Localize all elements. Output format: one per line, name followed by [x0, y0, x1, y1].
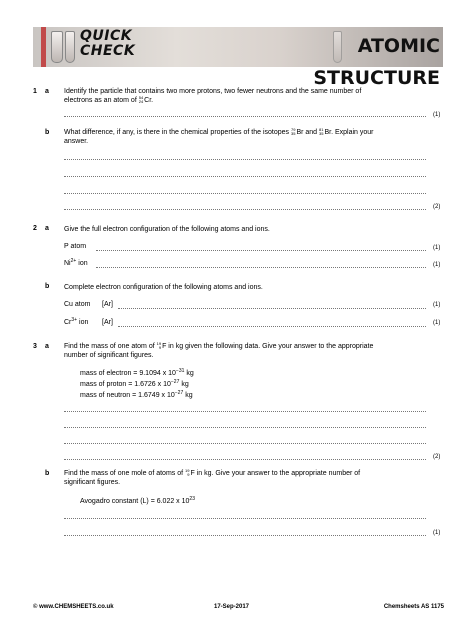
part-letter: b: [45, 283, 50, 290]
footer-reference: Chemsheets AS 1175: [383, 604, 444, 610]
cr-core-label: [Ar]: [102, 319, 113, 326]
text-line: What difference, if any, is there in the chemical properties of the isotopes 79 35 Br and 81 35 Br. Explain your: [64, 127, 374, 136]
logo-line2: CHECK: [80, 43, 136, 59]
flask-image: [51, 31, 63, 63]
answer-line[interactable]: [64, 518, 426, 519]
text-line: Find the mass of one mole of atoms of 19 9 F in kg. Give your answer to the appropriate number of: [64, 468, 361, 477]
text-line: number of significant figures.: [64, 352, 154, 359]
answer-line[interactable]: [96, 267, 426, 268]
part-letter: a: [45, 343, 49, 350]
answer-line[interactable]: [64, 411, 426, 412]
footer-date: 17-Sep-2017: [214, 604, 250, 610]
part-letter: b: [45, 129, 50, 136]
text-line: significant figures.: [64, 479, 121, 486]
marks-label: (1): [433, 302, 441, 308]
test-tube-image: [41, 27, 46, 67]
proton-mass: mass of proton = 1.6726 x $10^{-27}$ kg: [80, 379, 189, 388]
marks-label: (2): [433, 204, 441, 210]
question-1b-text: [64, 128, 429, 146]
p-atom-label: P atom: [64, 243, 87, 250]
answer-line[interactable]: [64, 459, 426, 460]
neutron-mass: mass of neutron = 1.6749 x $10^{-27}$ kg: [80, 390, 193, 399]
marks-label: (1): [433, 530, 441, 536]
page-title: ATOMIC STRUCTURE: [313, 35, 440, 89]
marks-label: (1): [433, 112, 441, 118]
answer-line[interactable]: [64, 209, 426, 210]
question-number: 1: [33, 88, 37, 95]
text-line: answer.: [64, 138, 89, 145]
marks-label: (1): [433, 262, 441, 268]
marks-label: (1): [433, 320, 441, 326]
answer-line[interactable]: [64, 193, 426, 194]
cu-core-label: [Ar]: [102, 301, 113, 308]
footer-website: © www.CHEMSHEETS.co.uk: [33, 604, 114, 610]
marks-label: (2): [433, 454, 441, 460]
cu-atom-label: Cu atom: [64, 301, 91, 308]
logo-line1: QUICK: [80, 28, 133, 44]
question-1a-text: [64, 87, 429, 105]
text-line: Find the mass of one atom of 19 9 F in kg given the following data. Give your answer to the appropriate: [64, 341, 374, 350]
answer-line[interactable]: [118, 308, 426, 309]
answer-line[interactable]: [96, 250, 426, 251]
isotope-notation: 79 35: [290, 127, 296, 136]
isotope-notation: 19 9: [156, 341, 162, 350]
flask-image: [65, 31, 75, 63]
avogadro-constant: Avogadro constant (L) = 6.022 x $10^{23}$: [80, 496, 195, 505]
answer-line[interactable]: [64, 535, 426, 536]
isotope-notation: 81 35: [319, 127, 324, 136]
part-letter: a: [45, 88, 49, 95]
question-number: 3: [33, 343, 37, 350]
answer-line[interactable]: [118, 326, 426, 327]
answer-line[interactable]: [64, 443, 426, 444]
question-2a-text: Give the full electron configuration of the following atoms and ions.: [64, 226, 270, 233]
isotope-notation: 19 9: [185, 468, 190, 477]
answer-line[interactable]: [64, 176, 426, 177]
answer-line[interactable]: [64, 116, 426, 117]
answer-line[interactable]: [64, 159, 426, 160]
marks-label: (1): [433, 245, 441, 251]
isotope-notation: 54 24: [138, 95, 144, 104]
electron-mass: mass of electron = 9.1094 x $10^{-31}$ kg: [80, 368, 194, 377]
ni-ion-label: $Ni^{2+}$ ion: [64, 258, 88, 267]
question-number: 2: [33, 225, 37, 232]
question-3a-text: [64, 342, 429, 360]
answer-line[interactable]: [64, 427, 426, 428]
cr-ion-label: $Cr^{3+}$ ion: [64, 317, 89, 326]
quick-check-logo: [80, 29, 165, 65]
text-line: electrons as an atom of 54 24 Cr.: [64, 95, 154, 104]
part-letter: b: [45, 470, 50, 477]
constants-list: [80, 368, 194, 401]
question-3b-text: [64, 469, 429, 487]
question-2b-text: Complete electron configuration of the following atoms and ions.: [64, 284, 263, 291]
part-letter: a: [45, 225, 49, 232]
text-line: Identify the particle that contains two more protons, two fewer neutrons and the same number of: [64, 88, 362, 95]
